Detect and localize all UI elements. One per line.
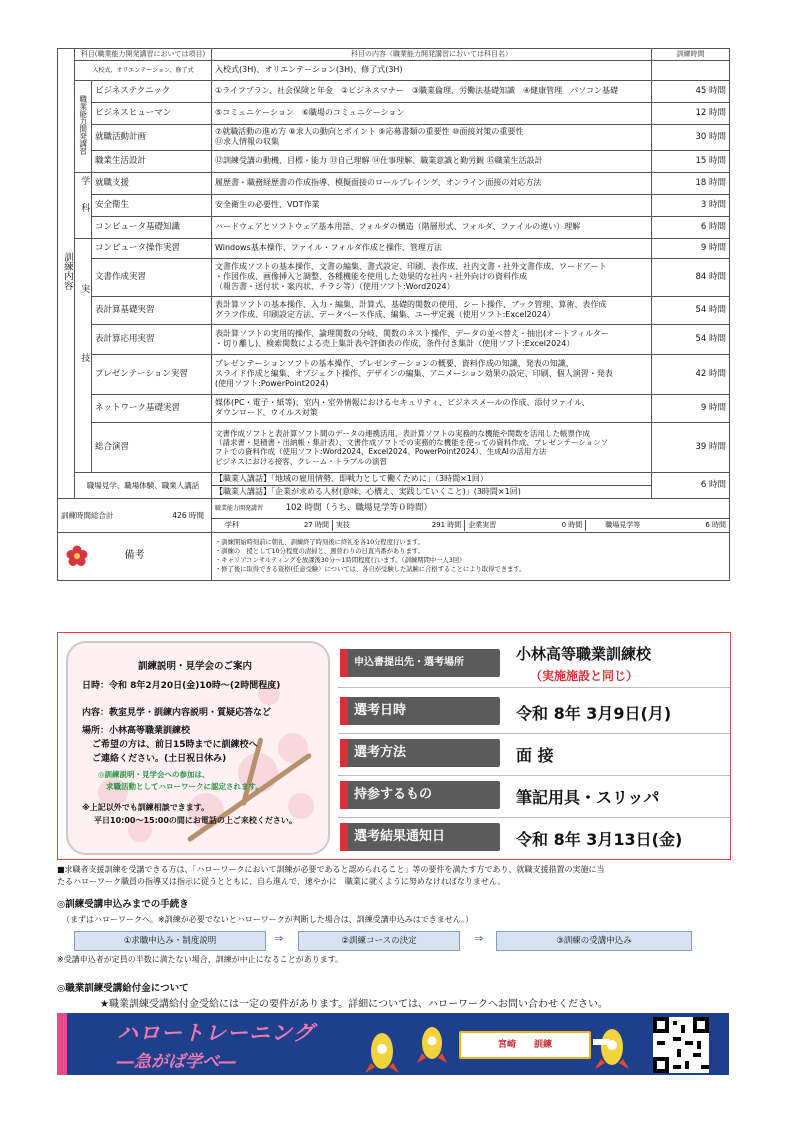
jitsugi-subject: ネットワーク基礎実習 bbox=[92, 394, 212, 422]
jitsugi-subject: プレゼンテーション実習 bbox=[92, 354, 212, 394]
bring-items-value: 筆記用具・スリッパ bbox=[516, 788, 660, 807]
gakka-subject: 安全衛生 bbox=[92, 194, 212, 216]
briefing-contact: ご連絡ください。(土日祝日休み) bbox=[92, 754, 227, 764]
hello-training-banner bbox=[57, 1013, 729, 1075]
jitsugi-hours: 54 時間 bbox=[652, 324, 730, 354]
briefing-contact: ご希望の方は、前日15時までに訓練校へ bbox=[92, 740, 258, 750]
kaihatsu-hours: 45 時間 bbox=[652, 80, 730, 102]
header-subject: 科目(職業能力開発講習においては項目) bbox=[75, 49, 212, 61]
selection-date-label: 選考日時 bbox=[340, 697, 500, 725]
jitsugi-hours: 9 時間 bbox=[652, 394, 730, 422]
gakka-hours: 6 時間 bbox=[652, 216, 730, 238]
jitsugi-content: 文書作成ソフトと表計算ソフト間のデータの連携活用、表計算ソフトの実務的な機能や関数を活用した帳票作成 （請求書・見積書・出納帳・集計表）、文書作成ソフトでの実務的な機能を使っての資料作成、プレゼンテーションソ フトでの資料作成（使用ソフト:Word2024、Excel2024、PowerPoint2024）、生成AIの活用方法 ビジネスにおける接客、クレーム・トラブルの演習 bbox=[212, 422, 652, 472]
info-section bbox=[57, 632, 731, 860]
plum-flower-icon bbox=[66, 545, 88, 567]
jitsugi-content: 表計算ソフトの実用的操作、論理関数の分岐、関数のネスト操作、データの並べ替え・抽出(オートフィルター ・切り離し)、検索関数による売上集計表や評価表の作成、条件付き集計（使用ソフト:Excel2024） bbox=[212, 324, 652, 354]
jitsugi-content: 媒体(PC・電子・紙等)、室内・室外情報におけるセキュリティ、ビジネスメールの作成、添付ファイル、 ダウンロード、ウイルス対策 bbox=[212, 394, 652, 422]
gakka-content: 履歴書・職務経歴書の作成指導、模擬面接のロールプレイング、オンライン面接の対応方法 bbox=[212, 172, 652, 194]
briefing-box bbox=[66, 641, 330, 855]
briefing-other: ※上記以外でも訓練相談できます。 bbox=[82, 803, 210, 812]
step-arrow-icon: ⇒ bbox=[274, 932, 284, 945]
orientation-content: 入校式(3H)、オリエンテーション(3H)、修了式(3H) bbox=[212, 60, 652, 80]
kaihatsu-subject: 職業生活設計 bbox=[92, 150, 212, 172]
jitsugi-subject: 表計算基礎実習 bbox=[92, 296, 212, 324]
gakka-subject: 就職支援 bbox=[92, 172, 212, 194]
section-label: 訓練内容 bbox=[58, 49, 75, 499]
gakka-content: 安全衛生の必要性、VDT作業 bbox=[212, 194, 652, 216]
orientation-subject: 入校式、オリエンテーション、修了式 bbox=[75, 60, 212, 80]
notice-line: ■求職者支援訓練を受講できる方は、「ハローワークにおいて訓練が必要であると認められること」等の要件を満たす方であり、就職支援措置の実施に当 bbox=[57, 865, 605, 874]
group-kaihatsu: 職業能力開発講習 bbox=[75, 80, 92, 172]
kaihatsu-hours: 12 時間 bbox=[652, 102, 730, 124]
apply-place-label: 申込書提出先・選考場所 bbox=[340, 649, 500, 677]
jitsugi-hours: 54 時間 bbox=[652, 296, 730, 324]
curriculum-table bbox=[57, 48, 730, 581]
briefing-date: 日時：令和 8年2月20日(金)10時～(2時間程度) bbox=[82, 681, 281, 691]
jitsugi-content: Windows基本操作、ファイル・フォルダ作成と操作、管理方法 bbox=[212, 238, 652, 258]
kengaku-line: 【職業人講話】「企業が求める人材(意味、心構え、実践していくこと)」(3時間×1回) bbox=[215, 486, 521, 496]
procedure-note: （まずはハローワークへ。※訓練が必要でないとハローワークが判断した場合は、訓練受講申込みはできません。） bbox=[62, 915, 474, 924]
group-jitsugi: 実技 bbox=[75, 238, 92, 472]
briefing-content: 内容：教室見学・訓練内容説明・質疑応答など bbox=[82, 708, 272, 718]
total-kaihatsu: 職業能力開発講習 102 時間（うち、職場見学等０時間） bbox=[212, 498, 730, 518]
kaihatsu-subject: ビジネスヒューマン bbox=[92, 102, 212, 124]
kyufu-title: ◎職業訓練受講給付金について bbox=[57, 983, 189, 994]
apply-place-value: 小林高等職業訓練校 bbox=[516, 645, 652, 663]
step-3: ③訓練の受講申込み bbox=[496, 931, 692, 951]
jitsugi-content: プレゼンテーションソフトの基本操作、プレゼンテーションの概要、資料作成の知識、発表の知識、 スライド作成と編集、オブジェクト操作、デザインの編集、アニメーション効果の設定、印刷、個人演習・発表 (使用ソフト:PowerPoint2024) bbox=[212, 354, 652, 394]
kaihatsu-hours: 30 時間 bbox=[652, 124, 730, 150]
kaihatsu-content: ①ライフプラン、社会保険と年金 ②ビジネスマナー ③職業倫理、労働法基礎知識 ④健康管理 パソコン基礎 bbox=[212, 80, 652, 102]
kengaku-hours: 6 時間 bbox=[652, 472, 730, 498]
group-gakka: 学科 bbox=[75, 172, 92, 238]
result-date-value: 令和 8年 3月13日(金) bbox=[516, 830, 683, 849]
kengaku-line: 【職業人講話】「地域の雇用情勢、即戦力として働くために」（3時間×1回） bbox=[212, 473, 651, 486]
jitsugi-hours: 84 時間 bbox=[652, 258, 730, 296]
kaihatsu-subject: ビジネステクニック bbox=[92, 80, 212, 102]
jitsugi-content: 文書作成ソフトの基本操作、文書の編集、書式設定、印刷、表作成、社内文書・社外文書作成、ワードアート ・作図作成、画像挿入と調整、各種機能を使用した効果的な社内・社外向けの資料作成 （報告書・送付状・案内状、チラシ等）（使用ソフト:Word2024） bbox=[212, 258, 652, 296]
remarks-label-cell bbox=[58, 532, 212, 580]
gakka-hours: 3 時間 bbox=[652, 194, 730, 216]
remarks-content: ・訓練開始時刻前に朝礼、訓練終了時刻後に終礼を各10分程度行います。 ・訓練の 援として10分程度の清掃と、週替わりの日直当番があります。 ・キャリアコンサルティングを放課後30分〜1時間程度行います。（訓練期間中一人3回） ・修了後に取得できる資格(任意受験）については、各自が受験した試験に合格することにより取得できます。 bbox=[212, 532, 730, 580]
selection-date-value: 令和 8年 3月9日(月) bbox=[516, 704, 672, 723]
kaihatsu-content: ⑫訓練受講の動機、目標・能力 ⑬自己理解 ⑭仕事理解、職業意識と勤労観 ⑮職業生活設計 bbox=[212, 150, 652, 172]
bring-items-label: 持参するもの bbox=[340, 781, 500, 809]
rocket-mascot-icon bbox=[357, 1021, 457, 1075]
kengaku-content bbox=[212, 472, 652, 498]
qr-code[interactable] bbox=[653, 1017, 709, 1073]
kaihatsu-subject: 就職活動計画 bbox=[92, 124, 212, 150]
banner-subtitle: ―急がば学べ― bbox=[117, 1052, 236, 1072]
result-date-label: 選考結果通知日 bbox=[340, 823, 500, 851]
jitsugi-hours: 42 時間 bbox=[652, 354, 730, 394]
selection-method-label: 選考方法 bbox=[340, 739, 500, 767]
jitsugi-subject: 総合演習 bbox=[92, 422, 212, 472]
jitsugi-hours: 9 時間 bbox=[652, 238, 730, 258]
gakka-hours: 18 時間 bbox=[652, 172, 730, 194]
banner-title: ハロートレーニング bbox=[117, 1021, 315, 1045]
step-1: ①求職申込み・制度説明 bbox=[74, 931, 266, 951]
step-2: ②訓練コースの決定 bbox=[298, 931, 460, 951]
header-content: 科目の内容（職業能力開発講習においては科目名） bbox=[212, 49, 652, 61]
jitsugi-subject: 文書作成実習 bbox=[92, 258, 212, 296]
briefing-place: 場所：小林高等職業訓練校 bbox=[82, 726, 191, 736]
briefing-other: 平日10:00～15:00の間にお電話の上ご来校ください。 bbox=[94, 816, 297, 825]
jitsugi-subject: コンピュータ操作実習 bbox=[92, 238, 212, 258]
jitsugi-content: 表計算ソフトの基本操作、入力・編集、計算式、基礎的関数の使用、シート操作、ブック管理、算術、表作成 グラフ作成、印刷設定方法、データベース作成、編集、ユーザ定義（使用ソフト:Excel2024） bbox=[212, 296, 652, 324]
kaihatsu-content: ⑤コミュニケーション ⑥職場のコミュニケーション bbox=[212, 102, 652, 124]
notice-line: たるハローワーク職員の指導又は指示に従うとともに、自ら進んで、速やかに 職業に就くように努めなければなりません。 bbox=[57, 877, 506, 886]
total-value: 426 時間 bbox=[172, 510, 204, 520]
kengaku-subject: 職場見学、職場体験、職業人講話 bbox=[75, 472, 212, 498]
gakka-content: ハードウェアとソフトウェア基本用語、フォルダの構造（階層形式、フォルダ、ファイルの違い）理解 bbox=[212, 216, 652, 238]
remarks-label: 備考 bbox=[124, 550, 145, 561]
gakka-subject: コンピュータ基礎知識 bbox=[92, 216, 212, 238]
kyufu-text: ★職業訓練受講給付金受給には一定の要件があります。詳細については、ハローワークへお問い合わせください。 bbox=[100, 999, 608, 1010]
jitsugi-hours: 39 時間 bbox=[652, 422, 730, 472]
min-note: ※受講申込者が定員の半数に満たない場合、訓練が中止になることがあります。 bbox=[57, 955, 344, 964]
apply-place-sub: （実施施設と同じ） bbox=[530, 669, 639, 683]
briefing-title: 訓練説明・見学会のご案内 bbox=[138, 661, 253, 672]
total-cell bbox=[58, 498, 212, 532]
search-badge[interactable]: 宮崎 訓練 bbox=[459, 1031, 591, 1059]
selection-method-value: 面 接 bbox=[516, 746, 554, 765]
header-hours: 訓練時間 bbox=[652, 49, 730, 61]
jitsugi-subject: 表計算応用実習 bbox=[92, 324, 212, 354]
procedure-title: ◎訓練受講申込みまでの手続き bbox=[57, 899, 189, 910]
total-breakdown: 学科 27 時間 実技 291 時間 企業実習 0 時間 職場見学等 6 時間 bbox=[212, 518, 730, 532]
kaihatsu-hours: 15 時間 bbox=[652, 150, 730, 172]
kaihatsu-content: ⑦就職活動の進め方 ⑧求人の動向とポイント ⑨応募書類の重要性 ⑩面接対策の重要性 ⑪求人情報の収集 bbox=[212, 124, 652, 150]
total-label: 訓練時間総合計 bbox=[61, 510, 114, 520]
step-arrow-icon: ⇒ bbox=[474, 932, 484, 945]
briefing-note: ◎訓練説明・見学会への参加は、 bbox=[98, 770, 210, 779]
briefing-note: 求職活動としてハローワークに認定されます。 bbox=[106, 782, 263, 791]
